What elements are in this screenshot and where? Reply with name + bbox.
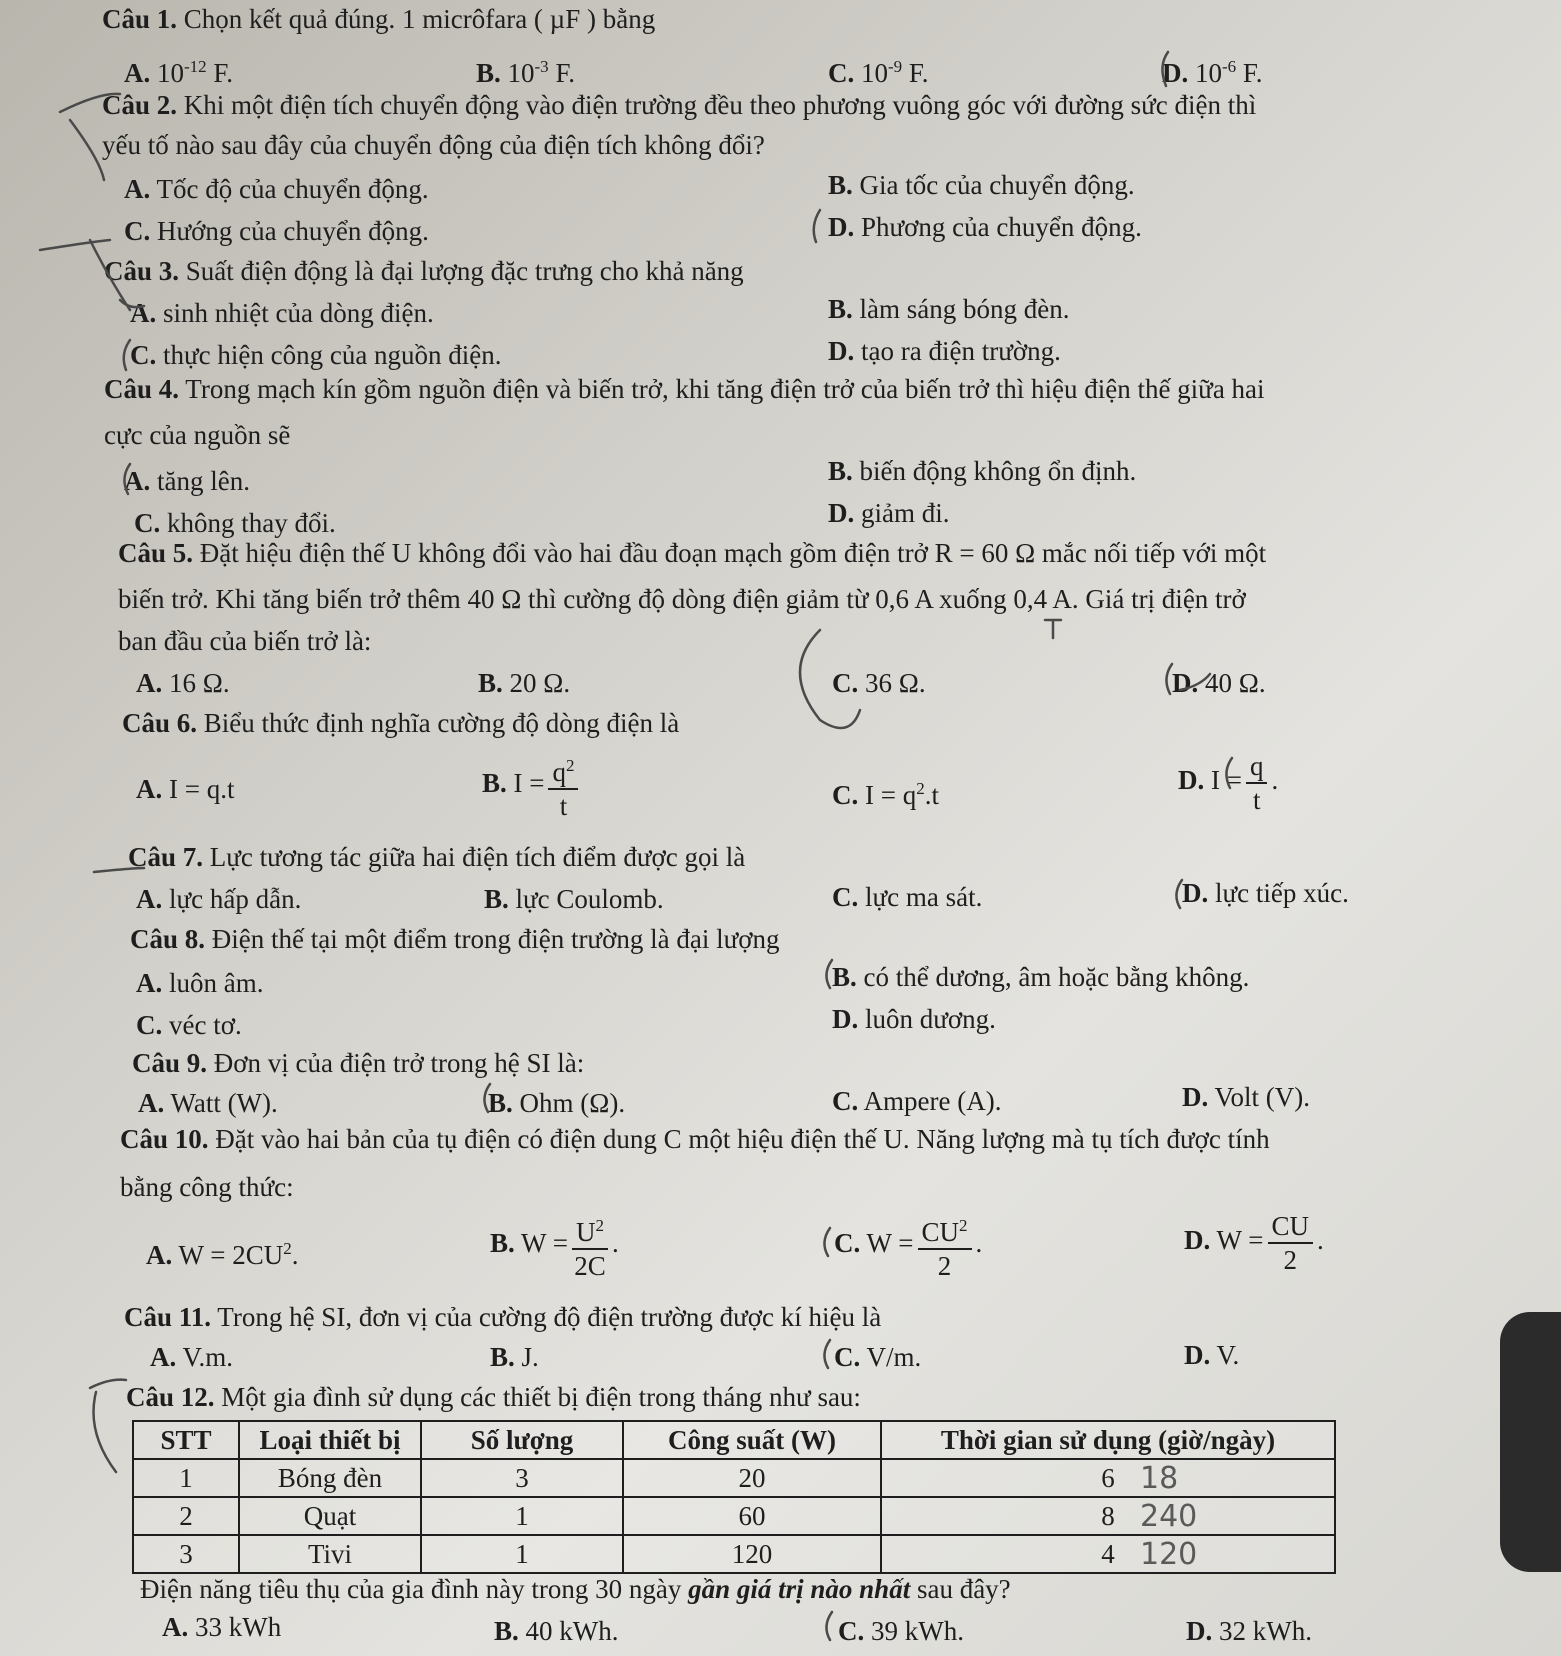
question-12-prompt: Điện năng tiêu thụ của gia đình này trong 30 ngày gần giá trị nào nhất sau đây? (140, 1574, 1011, 1604)
dark-object-edge (1500, 1312, 1561, 1572)
question-5-line-2: biến trở. Khi tăng biến trở thêm 40 Ω thì cường độ dòng điện giảm từ 0,6 A xuống 0,4 A. Giá trị điện trở (118, 584, 1246, 614)
q9-option-a: A. Watt (W). (138, 1088, 278, 1118)
q11-option-a: A. V.m. (150, 1342, 234, 1372)
q12-option-c: C. 39 kWh. (838, 1616, 964, 1646)
table-row (133, 1459, 1335, 1497)
q1-option-b: B. $10^{-3}$ F. (476, 57, 576, 88)
q3-option-a: A. sinh nhiệt của dòng điện. (130, 298, 434, 328)
device-usage-table (132, 1420, 1336, 1574)
q1-option-a: A. $10^{-12}$ F. (124, 57, 234, 88)
table-header-cell: STT (133, 1421, 239, 1459)
handwriting-1: 18 (1140, 1461, 1179, 1496)
q4-option-d: D. giảm đi. (828, 498, 950, 528)
q11-option-c: C. V/m. (834, 1342, 922, 1372)
q1-option-d: D. $10^{-6}$ F. (1162, 57, 1263, 88)
table-header-row (133, 1421, 1335, 1459)
question-7: Câu 7. Lực tương tác giữa hai điện tích điểm được gọi là (128, 842, 746, 872)
table-cell: Bóng đèn (239, 1459, 421, 1497)
table-header-cell: Loại thiết bị (239, 1421, 421, 1459)
q8-option-c: C. véc tơ. (136, 1010, 242, 1040)
handwriting-2: 240 (1140, 1499, 1198, 1534)
q7-option-b: B. lực Coulomb. (484, 884, 664, 914)
question-4: Câu 4. Trong mạch kín gồm nguồn điện và biến trở, khi tăng điện trở của biến trở thì hiệu điện thế giữa hai (104, 374, 1265, 404)
question-5: Câu 5. Đặt hiệu điện thế U không đổi vào hai đầu đoạn mạch gồm điện trở R = 60 Ω mắc nối tiếp với một (118, 538, 1267, 568)
table-cell: Tivi (239, 1535, 421, 1573)
q5-option-c: C. 36 Ω. (832, 668, 926, 698)
table-cell: Quạt (239, 1497, 421, 1535)
q2-option-a: A. Tốc độ của chuyển động. (124, 174, 429, 204)
q6-option-a: A. I = q.t (136, 774, 235, 804)
q11-option-d: D. V. (1184, 1340, 1240, 1370)
question-10-line-2: bằng công thức: (120, 1172, 294, 1202)
q2-option-d: D. Phương của chuyển động. (828, 212, 1142, 242)
question-1 (102, 2, 655, 36)
q4-option-c: C. không thay đổi. (134, 508, 336, 538)
question-2-line-2: yếu tố nào sau đây của chuyển động của điện tích không đổi? (102, 130, 765, 160)
q6-option-d: D. I = $\frac{q}{t}$ . (1178, 751, 1279, 815)
q5-option-b: B. 20 Ω. (478, 668, 571, 698)
q8-option-b: B. có thể dương, âm hoặc bằng không. (832, 962, 1250, 992)
table-cell: 120 (623, 1535, 881, 1573)
table-cell: 3 (421, 1459, 623, 1497)
q5-option-d: D. 40 Ω. (1172, 668, 1266, 698)
q3-option-b: B. làm sáng bóng đèn. (828, 294, 1070, 324)
q9-option-b: B. Ohm (Ω). (488, 1088, 626, 1118)
question-2: Câu 2. Khi một điện tích chuyển động vào điện trường đều theo phương vuông góc với đường sức điện thì (102, 90, 1257, 120)
q7-option-c: C. lực ma sát. (832, 882, 983, 912)
q3-option-d: D. tạo ra điện trường. (828, 336, 1061, 366)
q9-option-d: D. Volt (V). (1182, 1082, 1311, 1112)
q10-option-c: C. W = $\frac{CU^2}{2}$ . (834, 1210, 982, 1282)
question-12: Câu 12. Một gia đình sử dụng các thiết bị điện trong tháng như sau: (126, 1382, 861, 1412)
question-5-line-3: ban đầu của biến trở là: (118, 626, 372, 656)
table-cell: 8 (881, 1497, 1335, 1535)
q10-option-d: D. W = $\frac{CU}{2}$ . (1184, 1211, 1324, 1275)
table-cell: 4 (881, 1535, 1335, 1573)
handwriting-3: 120 (1140, 1537, 1198, 1572)
table-row (133, 1535, 1335, 1573)
question-8: Câu 8. Điện thế tại một điểm trong điện trường là đại lượng (130, 924, 780, 954)
question-1-number: Câu 1. (102, 4, 178, 34)
q12-option-b: B. 40 kWh. (494, 1616, 619, 1646)
q2-option-b: B. Gia tốc của chuyển động. (828, 170, 1135, 200)
table-cell: 20 (623, 1459, 881, 1497)
table-cell: 2 (133, 1497, 239, 1535)
question-6: Câu 6. Biểu thức định nghĩa cường độ dòng điện là (122, 708, 680, 738)
table-cell: 1 (133, 1459, 239, 1497)
q6-option-c: C. $I = q^2.t$ (832, 779, 939, 810)
q4-option-a: A. tăng lên. (124, 466, 250, 496)
table-cell: 1 (421, 1497, 623, 1535)
q3-option-c: C. thực hiện công của nguồn điện. (130, 340, 502, 370)
question-3: Câu 3. Suất điện động là đại lượng đặc trưng cho khả năng (104, 256, 744, 286)
table-header-cell: Số lượng (421, 1421, 623, 1459)
q6-option-b: B. I = $\frac{q^2}{t}$ (482, 750, 582, 822)
q8-option-a: A. luôn âm. (136, 968, 264, 998)
q11-option-b: B. J. (490, 1342, 539, 1372)
q12-option-a: A. 33 kWh (162, 1612, 282, 1642)
q4-option-b: B. biến động không ổn định. (828, 456, 1137, 486)
table-header-cell: Thời gian sử dụng (giờ/ngày) (881, 1421, 1335, 1459)
question-9: Câu 9. Đơn vị của điện trở trong hệ SI là: (132, 1048, 585, 1078)
question-10: Câu 10. Đặt vào hai bản của tụ điện có điện dung C một hiệu điện thế U. Năng lượng mà tụ tích được tính (120, 1124, 1270, 1154)
q7-option-a: A. lực hấp dẫn. (136, 884, 302, 914)
q10-option-b: B. W = $\frac{U^2}{2C}$ . (490, 1210, 619, 1282)
table-header-cell: Công suất (W) (623, 1421, 881, 1459)
q9-option-c: C. Ampere (A). (832, 1086, 1002, 1116)
q10-option-a: A. $W = 2CU^2$. (146, 1239, 299, 1270)
table-cell: 1 (421, 1535, 623, 1573)
q7-option-d: D. lực tiếp xúc. (1182, 878, 1349, 908)
q8-option-d: D. luôn dương. (832, 1004, 996, 1034)
question-1-text: Chọn kết quả đúng. 1 micrôfara ( µF ) bằng (177, 4, 656, 34)
q2-option-c: C. Hướng của chuyển động. (124, 216, 429, 246)
q12-option-d: D. 32 kWh. (1186, 1616, 1312, 1646)
table-cell: 6 (881, 1459, 1335, 1497)
table-cell: 60 (623, 1497, 881, 1535)
q1-option-c: C. $10^{-9}$ F. (828, 57, 929, 88)
question-4-line-2: cực của nguồn sẽ (104, 420, 291, 450)
question-11: Câu 11. Trong hệ SI, đơn vị của cường độ điện trường được kí hiệu là (124, 1302, 882, 1332)
table-row (133, 1497, 1335, 1535)
q5-option-a: A. 16 Ω. (136, 668, 230, 698)
table-cell: 3 (133, 1535, 239, 1573)
